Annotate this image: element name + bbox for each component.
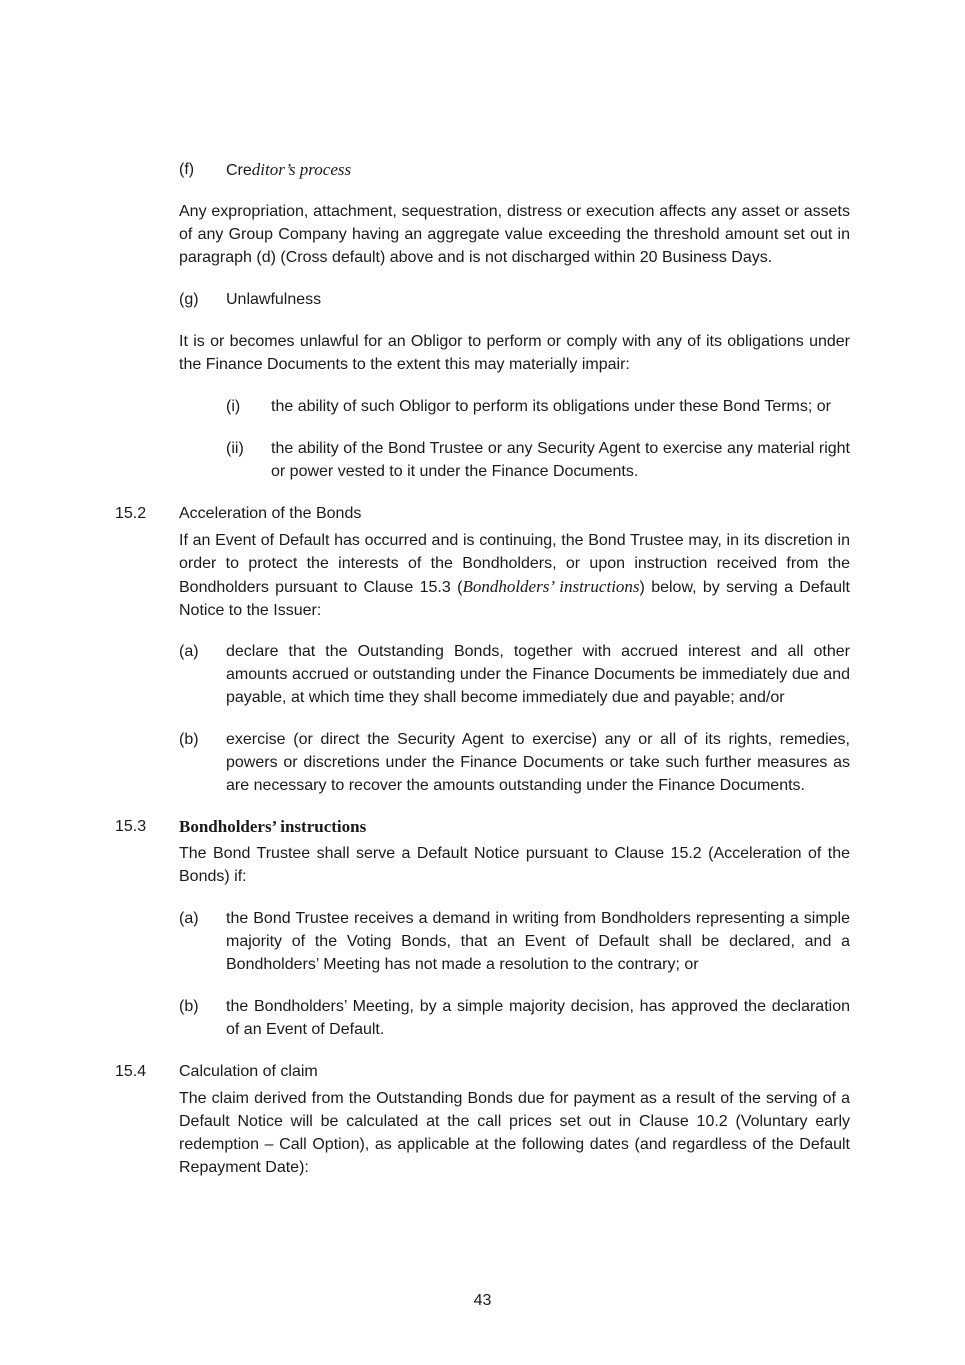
section-15-3-item-text: the Bond Trustee receives a demand in writing from Bondholders representing a simple majority of the Voting Bonds, that an Event of Default shall be declared, and a Bondholders’ Meeting has not made a resolution to the contrary; or: [226, 910, 850, 973]
clause-g-item-label: (i): [226, 398, 241, 415]
section-15-3-title: Bondholders’ instructions: [179, 817, 367, 836]
section-15-2-item-label: (a): [179, 643, 199, 660]
clause-g-item-text: the ability of such Obligor to perform its obligations under these Bond Terms; or: [271, 398, 831, 415]
page-number: 43: [473, 1292, 492, 1309]
section-15-2-item-label: (b): [179, 731, 199, 748]
clause-g-item-text: the ability of the Bond Trustee or any Security Agent to exercise any material right or power vested to it under the Finance Documents.: [271, 440, 850, 480]
section-15-4-number: 15.4: [115, 1063, 147, 1080]
section-15-4-body: The claim derived from the Outstanding Bonds due for payment as a result of the serving of a Default Notice will be calculated at the call prices set out in Clause 10.2 (Voluntary early redemption – Call Option), as applicable at the following dates (and regardless of the Default Repayment Date):: [179, 1090, 850, 1176]
section-15-2-title: Acceleration of the Bonds: [179, 505, 362, 522]
clause-g-item-label: (ii): [226, 440, 244, 457]
section-15-2-body-italic: Bondholders’ instructions: [462, 577, 640, 596]
clause-f-title: [226, 158, 351, 182]
section-15-2-body-post: ) below, by serving a Default Notice to the Issuer:: [179, 579, 850, 619]
section-15-3-item-label: (a): [179, 910, 199, 927]
clause-f-title-italic: ditor’s process: [251, 160, 352, 179]
section-15-2-body-pre: If an Event of Default has occurred and is continuing, the Bond Trustee may, in its discretion in order to protect the interests of the Bondholders, or upon instruction received from the Bondholders pursuant to Clause 15.3 (: [179, 532, 850, 596]
section-15-3-number: 15.3: [115, 818, 147, 835]
section-15-3-item-label: (b): [179, 998, 199, 1015]
section-15-2-number: 15.2: [115, 505, 147, 522]
clause-g-label: (g): [179, 291, 199, 308]
clause-f-body: Any expropriation, attachment, sequestration, distress or execution affects any asset or assets of any Group Company having an aggregate value exceeding the threshold amount set out in paragraph (d) (Cross default) above and is not discharged within 20 Business Days.: [179, 203, 850, 266]
clause-f-title-plain: Cre: [226, 162, 252, 179]
section-15-2-item-text: exercise (or direct the Security Agent to exercise) any or all of its rights, remedies, powers or discretions under the Finance Documents or take such further measures as are necessary to recover the amounts outstanding under the Finance Documents.: [226, 731, 850, 794]
clause-g-body: It is or becomes unlawful for an Obligor to perform or comply with any of its obligations under the Finance Documents to the extent this may materially impair:: [179, 333, 850, 373]
section-15-3-item-text: the Bondholders’ Meeting, by a simple majority decision, has approved the declaration of an Event of Default.: [226, 998, 850, 1038]
section-15-2-body: [179, 529, 850, 622]
section-15-4-title: Calculation of claim: [179, 1063, 318, 1080]
section-15-3-body: The Bond Trustee shall serve a Default Notice pursuant to Clause 15.2 (Acceleration of the Bonds) if:: [179, 845, 850, 885]
clause-f-label: (f): [179, 161, 195, 178]
clause-g-title: Unlawfulness: [226, 291, 322, 308]
section-15-2-item-text: declare that the Outstanding Bonds, together with accrued interest and all other amounts accrued or outstanding under the Finance Documents be immediately due and payable, at which time they shall become immediately due and payable; and/or: [226, 643, 850, 706]
